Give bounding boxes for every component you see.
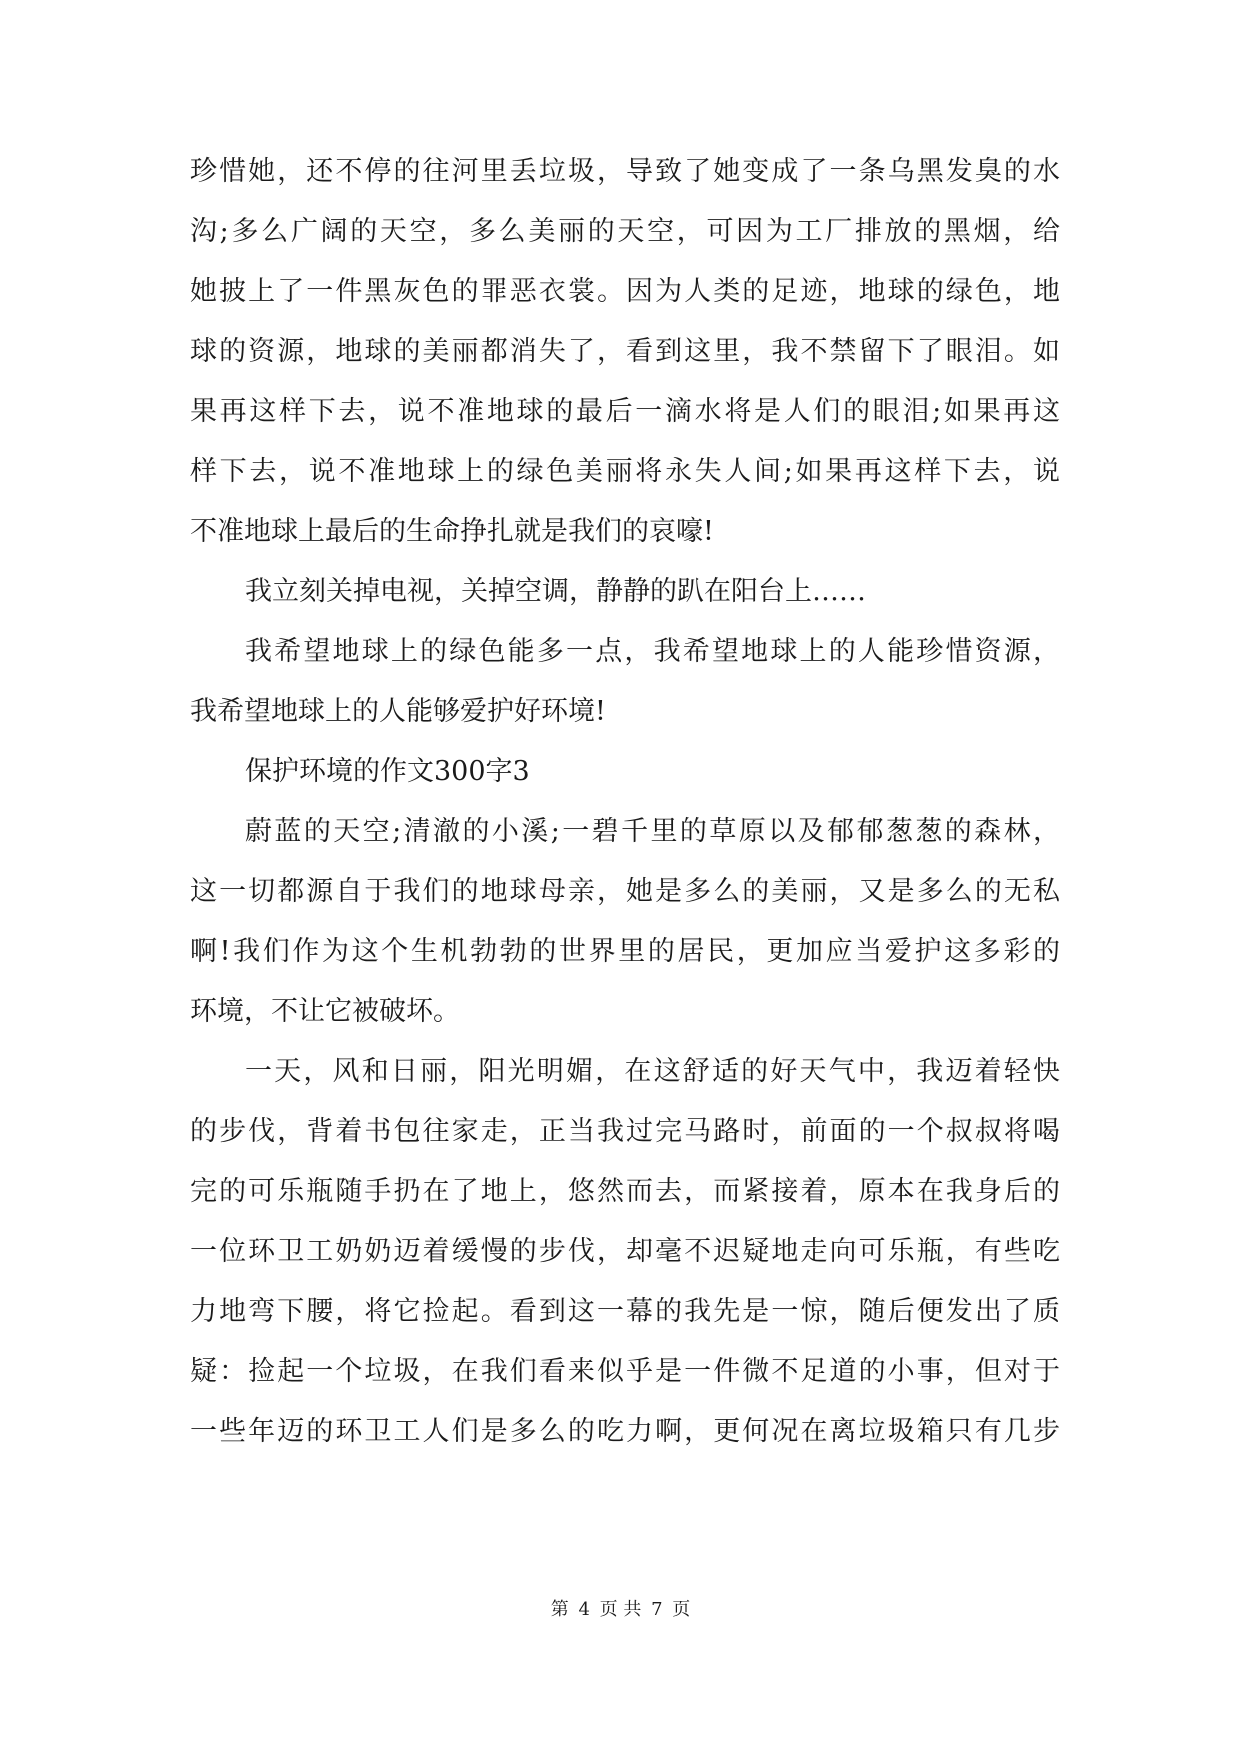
section-heading: 保护环境的作文300字3 (245, 756, 530, 787)
text-line: 果再这样下去，说不准地球的最后一滴水将是人们的眼泪;如果再这 (190, 396, 1060, 427)
page-footer (0, 1598, 1241, 1622)
page-number-suffix: 页 (672, 1599, 691, 1620)
text-line: 我希望地球上的人能够爱护好环境! (190, 696, 606, 727)
page-number-current: 4 (578, 1599, 590, 1620)
text-line: 珍惜她，还不停的往河里丢垃圾，导致了她变成了一条乌黑发臭的水 (190, 156, 1060, 187)
text-line: 环境，不让它被破坏。 (190, 996, 460, 1027)
text-line: 不准地球上最后的生命挣扎就是我们的哀嚎! (190, 516, 714, 547)
text-line: 样下去，说不准地球上的绿色美丽将永失人间;如果再这样下去，说 (190, 456, 1060, 487)
text-line: 完的可乐瓶随手扔在了地上，悠然而去，而紧接着，原本在我身后的 (190, 1176, 1060, 1207)
text-line: 她披上了一件黑灰色的罪恶衣裳。因为人类的足迹，地球的绿色，地 (190, 276, 1060, 307)
page-number-total: 7 (651, 1599, 663, 1620)
text-line: 这一切都源自于我们的地球母亲，她是多么的美丽，又是多么的无私 (190, 876, 1060, 907)
page-number-mid: 页 共 (599, 1599, 642, 1620)
text-line: 沟;多么广阔的天空，多么美丽的天空，可因为工厂排放的黑烟，给 (190, 216, 1060, 247)
text-line: 球的资源，地球的美丽都消失了，看到这里，我不禁留下了眼泪。如 (190, 336, 1060, 367)
text-line: 一位环卫工奶奶迈着缓慢的步伐，却毫不迟疑地走向可乐瓶，有些吃 (190, 1236, 1060, 1267)
text-line: 力地弯下腰，将它捡起。看到这一幕的我先是一惊，随后便发出了质 (190, 1296, 1060, 1327)
text-line: 疑：捡起一个垃圾，在我们看来似乎是一件微不足道的小事，但对于 (190, 1356, 1060, 1387)
text-line: 一天，风和日丽，阳光明媚，在这舒适的好天气中，我迈着轻快 (245, 1056, 1060, 1087)
text-line: 我立刻关掉电视，关掉空调，静静的趴在阳台上…… (245, 576, 866, 607)
text-line: 一些年迈的环卫工人们是多么的吃力啊，更何况在离垃圾箱只有几步 (190, 1416, 1060, 1447)
text-line: 我希望地球上的绿色能多一点，我希望地球上的人能珍惜资源， (245, 636, 1060, 667)
text-line: 蔚蓝的天空;清澈的小溪;一碧千里的草原以及郁郁葱葱的森林， (245, 816, 1060, 847)
page-number-prefix: 第 (550, 1599, 569, 1620)
text-line: 的步伐，背着书包往家走，正当我过完马路时，前面的一个叔叔将喝 (190, 1116, 1060, 1147)
text-line: 啊!我们作为这个生机勃勃的世界里的居民，更加应当爱护这多彩的 (190, 936, 1060, 967)
